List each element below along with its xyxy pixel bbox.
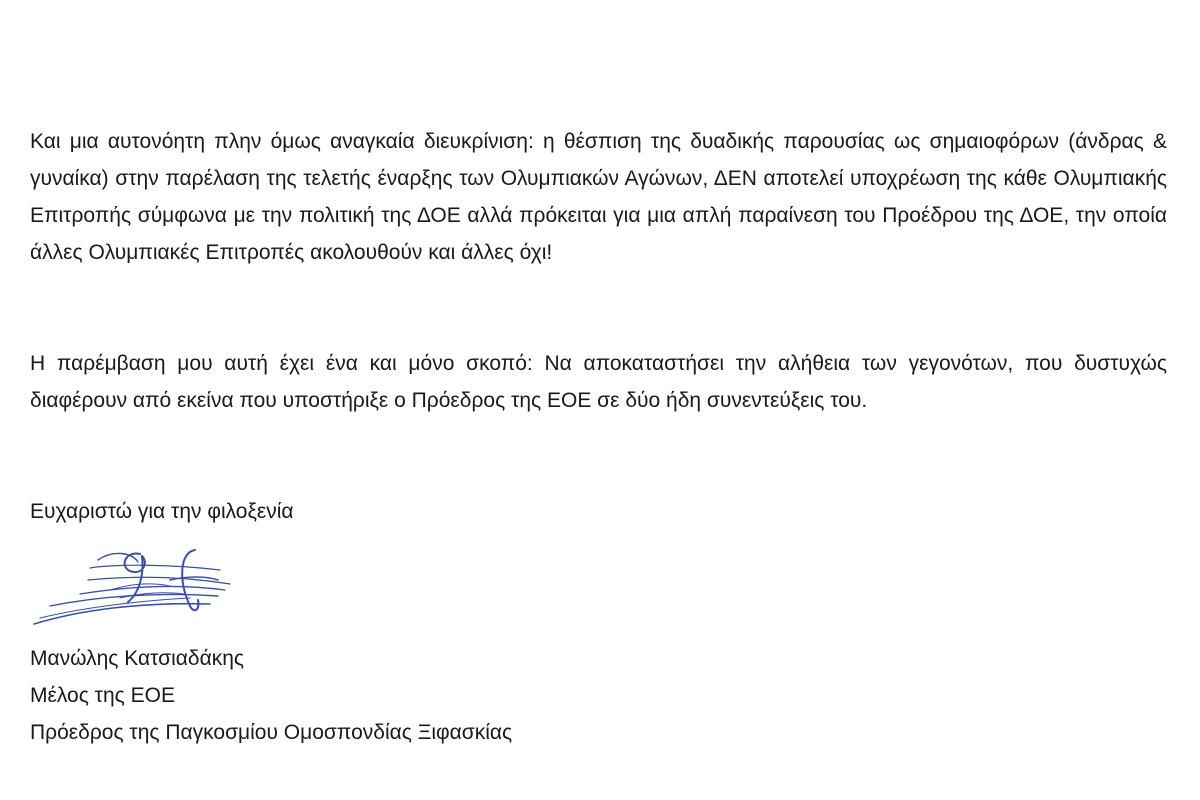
signature-strokes [34,550,230,624]
signature-stroke [90,565,220,570]
closing-line: Ευχαριστώ για την φιλοξενία [30,500,294,523]
signature-block [30,640,512,751]
signer-title-president: Πρόεδρος της Παγκοσμίου Ομοσπονδίας Ξιφασκίας [30,721,513,744]
signer-title-member: Μέλος της ΕΟΕ [30,684,175,707]
purpose-paragraph: Η παρέμβαση μου αυτή έχει ένα και μόνο σκοπό: Να αποκαταστήσει την αλήθεια των γεγονότων, που δυστυχώς διαφέρουν από εκείνα που υποστήριξε ο Πρόεδρος της ΕΟΕ σε δύο ήδη συνεντεύξεις του. [30,352,1167,412]
handwritten-signature [20,540,250,640]
clarification-paragraph: Και μια αυτονόητη πλην όμως αναγκαία διευκρίνιση: η θέσπιση της δυαδικής παρουσίας ως σημαιοφόρων (άνδρας & γυναίκα) στην παρέλαση της τελετής έναρξης των Ολυμπιακών Αγώνων, ΔΕΝ αποτελεί υποχρέωση της κάθε Ολυμπιακής Επιτροπής σύμφωνα με την πολιτική της ΔΟΕ αλλά πρόκειται για μια απλή παραίνεση του Προέδρου της ΔΟΕ, την οποία άλλες Ολυμπιακές Επιτροπές ακολουθούν και άλλες όχι! [30,130,1167,264]
signer-name: Μανώλης Κατσιαδάκης [30,647,245,670]
